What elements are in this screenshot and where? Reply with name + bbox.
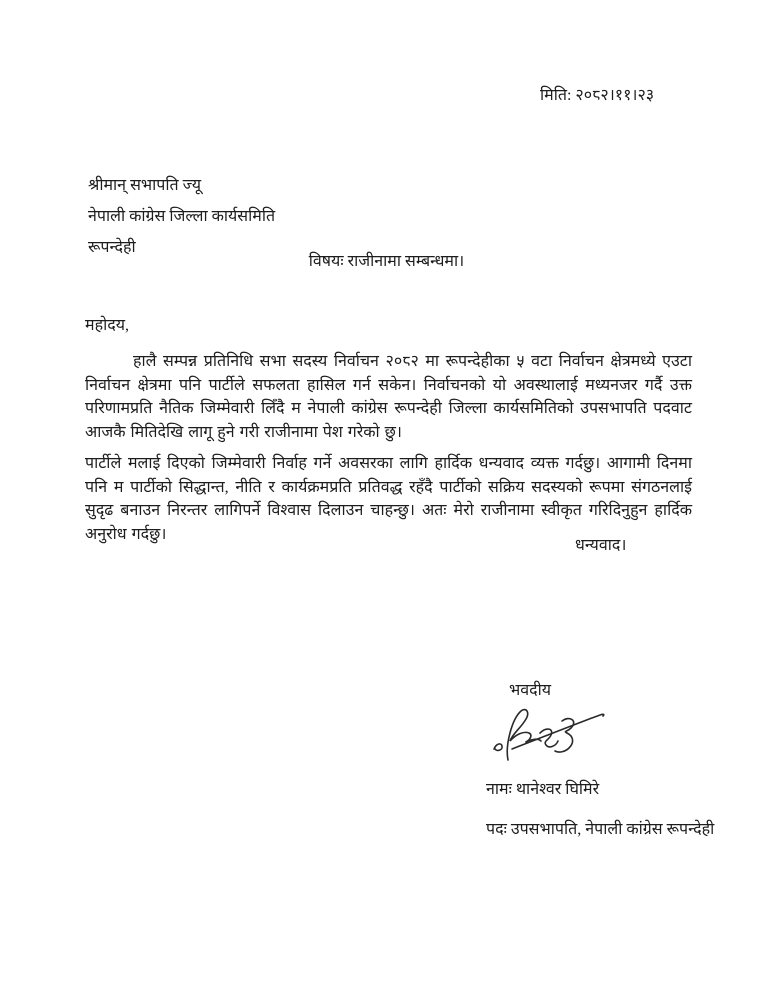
closing-word: भवदीय [509, 682, 552, 699]
thanks-line: धन्यवाद। [575, 537, 627, 554]
signatory-position-line: पदः उपसभापति, नेपाली कांग्रेस रूपन्देही [486, 821, 715, 838]
addressee-district: रूपन्देही [88, 239, 136, 256]
date-line: मिति: २०८२।११।२३ [540, 87, 655, 104]
subject-line: विषयः राजीनामा सम्बन्धमा। [308, 253, 465, 270]
addressee-organization: नेपाली कांग्रेस जिल्ला कार्यसमिति [88, 208, 276, 225]
salutation: महोदय, [85, 317, 129, 334]
signature-image [488, 702, 610, 766]
addressee-title: श्रीमान् सभापति ज्यू [88, 177, 202, 194]
body-paragraph-1: हालै सम्पन्न प्रतिनिधि सभा सदस्य निर्वाचन २०८२ मा रूपन्देहीका ५ वटा निर्वाचन क्षेत्रमध्ये एउटा निर्वाचन क्षेत्रमा पनि पार्टीले सफलता हासिल गर्न सकेन। निर्वाचनको यो अवस्थालाई मध्यनजर गर्दै उक्त परिणामप्रति नैतिक जिम्मेवारी लिँदै म नेपाली कांग्रेस रूपन्देही जिल्ला कार्यसमितिको उपसभापति पदवाट आजकै मितिदेखि लागू हुने गरी राजीनामा पेश गरेको छु। [85, 353, 692, 441]
signatory-name-line: नामः थानेश्वर घिमिरे [486, 781, 600, 798]
body-paragraph-2: पार्टीले मलाई दिएको जिम्मेवारी निर्वाह गर्ने अवसरका लागि हार्दिक धन्यवाद व्यक्त गर्दछु। आगामी दिनमा पनि म पार्टीको सिद्धान्त, नीति र कार्यक्रमप्रति प्रतिवद्ध रहँदै पार्टीको सक्रिय सदस्यको रूपमा संगठनलाई सुदृढ बनाउन निरन्तर लागिपर्ने विश्वास दिलाउन चाहन्छु। अतः मेरो राजीनामा स्वीकृत गरिदिनुहुन हार्दिक अनुरोध गर्दछु। [85, 455, 692, 543]
